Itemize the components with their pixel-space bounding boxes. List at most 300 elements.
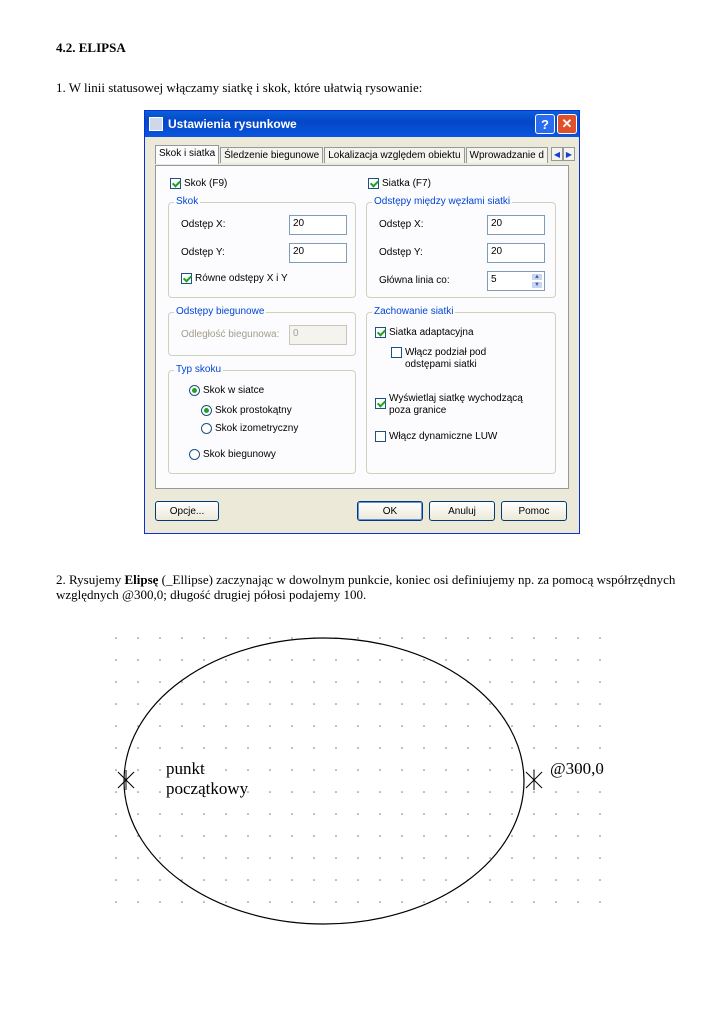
grid-dot bbox=[335, 703, 337, 705]
grid-dot bbox=[599, 637, 601, 639]
subdivide-label bbox=[405, 347, 486, 371]
checkbox-icon[interactable] bbox=[375, 327, 386, 338]
grid-dot bbox=[137, 879, 139, 881]
group-title: Skok bbox=[176, 196, 199, 207]
grid-on-checkbox[interactable] bbox=[368, 178, 431, 189]
grid-dot bbox=[379, 791, 381, 793]
grid-dot bbox=[445, 901, 447, 903]
grid-dot bbox=[291, 791, 293, 793]
grid-dot bbox=[599, 857, 601, 859]
grid-dot bbox=[379, 725, 381, 727]
rectangular-snap-label: Skok prostokątny bbox=[215, 405, 292, 417]
grid-dot bbox=[423, 637, 425, 639]
grid-dot bbox=[401, 857, 403, 859]
grid-dot bbox=[511, 901, 513, 903]
grid-dot bbox=[489, 813, 491, 815]
grid-dot bbox=[335, 659, 337, 661]
grid-dot bbox=[203, 659, 205, 661]
grid-dot bbox=[247, 857, 249, 859]
grid-dot bbox=[115, 703, 117, 705]
subdivide-label-line2: odstępami siatki bbox=[405, 359, 477, 370]
paragraph-2-before: 2. Rysujemy bbox=[56, 572, 125, 587]
snap-y-field[interactable]: 20 bbox=[289, 243, 347, 263]
grid-dot bbox=[247, 725, 249, 727]
grid-dot bbox=[269, 835, 271, 837]
grid-dot bbox=[599, 901, 601, 903]
checkbox-icon[interactable] bbox=[375, 398, 386, 409]
grid-dot bbox=[137, 703, 139, 705]
grid-dot bbox=[533, 637, 535, 639]
grid-dot bbox=[115, 835, 117, 837]
checkbox-icon[interactable] bbox=[181, 273, 192, 284]
equal-spacing-label: Równe odstępy X i Y bbox=[195, 273, 288, 285]
grid-dot bbox=[159, 813, 161, 815]
grid-dot bbox=[445, 659, 447, 661]
grid-dot bbox=[555, 857, 557, 859]
grid-dot bbox=[291, 813, 293, 815]
snap-on-label: Skok (F9) bbox=[184, 178, 228, 190]
grid-dot bbox=[599, 879, 601, 881]
grid-dot bbox=[401, 901, 403, 903]
grid-dot bbox=[599, 703, 601, 705]
dialog-titlebar bbox=[145, 111, 579, 137]
grid-dot bbox=[379, 637, 381, 639]
group-title: Zachowanie siatki bbox=[374, 306, 454, 317]
grid-dot bbox=[379, 681, 381, 683]
dynamic-ucs-checkbox[interactable] bbox=[375, 431, 497, 442]
radio-icon[interactable] bbox=[201, 405, 212, 416]
grid-dot bbox=[445, 725, 447, 727]
group-title: Odstępy między węzłami siatki bbox=[374, 196, 511, 207]
paragraph-1: 1. W linii statusowej włączamy siatkę i skok, które ułatwią rysowanie: bbox=[56, 80, 423, 95]
grid-dot bbox=[181, 857, 183, 859]
polar-snap-radio[interactable] bbox=[189, 449, 276, 460]
grid-dot bbox=[225, 813, 227, 815]
grid-dot bbox=[357, 835, 359, 837]
grid-dot bbox=[533, 703, 535, 705]
grid-dot bbox=[181, 835, 183, 837]
grid-dot bbox=[423, 835, 425, 837]
polar-snap-label: Skok biegunowy bbox=[203, 449, 276, 461]
grid-dot bbox=[313, 879, 315, 881]
grid-dot bbox=[533, 901, 535, 903]
snap-x-field[interactable]: 20 bbox=[289, 215, 347, 235]
grid-y-field[interactable]: 20 bbox=[487, 243, 545, 263]
grid-dot bbox=[599, 681, 601, 683]
grid-dot bbox=[445, 879, 447, 881]
grid-dot bbox=[467, 813, 469, 815]
grid-dot bbox=[533, 659, 535, 661]
grid-dot bbox=[291, 681, 293, 683]
grid-dot bbox=[489, 747, 491, 749]
grid-dot bbox=[445, 703, 447, 705]
start-label-line1: punkt bbox=[166, 759, 205, 778]
grid-dot bbox=[225, 835, 227, 837]
grid-dot bbox=[511, 725, 513, 727]
checkbox-icon[interactable] bbox=[368, 178, 379, 189]
grid-dot bbox=[511, 857, 513, 859]
grid-dot bbox=[467, 637, 469, 639]
grid-dot bbox=[467, 791, 469, 793]
grid-dot bbox=[291, 747, 293, 749]
grid-dot bbox=[445, 747, 447, 749]
grid-dot bbox=[335, 857, 337, 859]
grid-y-label: Odstęp Y: bbox=[379, 247, 423, 258]
grid-dot bbox=[269, 879, 271, 881]
grid-dot bbox=[313, 703, 315, 705]
grid-dot bbox=[555, 637, 557, 639]
grid-dot bbox=[159, 659, 161, 661]
spin-up-icon[interactable]: ▲ bbox=[531, 273, 543, 281]
grid-dot bbox=[225, 879, 227, 881]
grid-dot bbox=[401, 637, 403, 639]
grid-dot bbox=[115, 857, 117, 859]
grid-dot bbox=[247, 703, 249, 705]
grid-dot bbox=[291, 703, 293, 705]
major-line-value: 5 bbox=[491, 274, 497, 285]
grid-dot bbox=[577, 747, 579, 749]
grid-dot bbox=[269, 747, 271, 749]
grid-dot bbox=[401, 659, 403, 661]
grid-dot bbox=[269, 813, 271, 815]
grid-dot bbox=[577, 791, 579, 793]
grid-dot bbox=[555, 659, 557, 661]
grid-spacing-group bbox=[366, 196, 556, 298]
grid-dot bbox=[379, 769, 381, 771]
grid-dot bbox=[313, 681, 315, 683]
grid-dot bbox=[379, 813, 381, 815]
grid-dot bbox=[203, 703, 205, 705]
tab-polar-tracking[interactable]: Śledzenie biegunowe bbox=[220, 147, 323, 163]
grid-dot bbox=[401, 835, 403, 837]
grid-dot bbox=[445, 857, 447, 859]
grid-dot bbox=[445, 791, 447, 793]
grid-dot bbox=[555, 703, 557, 705]
grid-dot bbox=[115, 879, 117, 881]
grid-dot bbox=[247, 659, 249, 661]
adaptive-grid-checkbox[interactable] bbox=[375, 327, 474, 338]
options-button[interactable]: Opcje... bbox=[155, 501, 219, 521]
tab-snap-and-grid[interactable]: Skok i siatka bbox=[155, 145, 219, 164]
grid-dot bbox=[423, 901, 425, 903]
grid-dot bbox=[159, 681, 161, 683]
radio-icon[interactable] bbox=[189, 449, 200, 460]
grid-dot bbox=[115, 791, 117, 793]
grid-dot bbox=[577, 879, 579, 881]
grid-dot bbox=[159, 791, 161, 793]
grid-dot bbox=[467, 901, 469, 903]
grid-dot bbox=[379, 747, 381, 749]
snap-y-label: Odstęp Y: bbox=[181, 247, 225, 258]
grid-snap-radio[interactable] bbox=[189, 385, 264, 396]
grid-dot bbox=[159, 747, 161, 749]
grid-dot bbox=[115, 637, 117, 639]
grid-dot bbox=[313, 857, 315, 859]
grid-dot bbox=[269, 659, 271, 661]
grid-dot bbox=[489, 769, 491, 771]
subdivide-checkbox[interactable] bbox=[391, 347, 486, 371]
ok-button[interactable]: OK bbox=[357, 501, 423, 521]
grid-dot bbox=[269, 901, 271, 903]
grid-dot bbox=[335, 747, 337, 749]
scroll-right-icon[interactable]: ▶ bbox=[563, 147, 575, 161]
tab-scroll bbox=[551, 147, 575, 165]
grid-dot bbox=[247, 637, 249, 639]
grid-dot bbox=[313, 901, 315, 903]
scroll-left-icon[interactable]: ◀ bbox=[551, 147, 563, 161]
grid-dot bbox=[379, 879, 381, 881]
grid-dot bbox=[269, 769, 271, 771]
grid-dot bbox=[467, 725, 469, 727]
grid-dot bbox=[291, 879, 293, 881]
grid-dot bbox=[203, 747, 205, 749]
polar-spacing-group bbox=[168, 306, 356, 356]
paragraph-2-after: (_Ellipse) zaczynając w dowolnym punkcie, koniec osi definiujemy np. za pomocą współrzędnych względnych @300,0; długość drugiej półosi podajemy 100. bbox=[56, 572, 676, 602]
grid-dot bbox=[291, 659, 293, 661]
grid-dot bbox=[225, 637, 227, 639]
grid-dot bbox=[115, 659, 117, 661]
grid-dot bbox=[401, 681, 403, 683]
grid-dot bbox=[401, 813, 403, 815]
grid-dot bbox=[269, 681, 271, 683]
grid-dot bbox=[335, 879, 337, 881]
grid-dot bbox=[225, 681, 227, 683]
start-point-marker bbox=[118, 770, 134, 790]
grid-dot bbox=[357, 769, 359, 771]
grid-dot bbox=[401, 703, 403, 705]
grid-dot bbox=[115, 725, 117, 727]
isometric-snap-radio[interactable] bbox=[201, 423, 298, 434]
grid-dot bbox=[489, 681, 491, 683]
checkbox-icon[interactable] bbox=[375, 431, 386, 442]
beyond-label-line1: Wyświetlaj siatkę wychodzącą bbox=[389, 393, 523, 404]
isometric-snap-label: Skok izometryczny bbox=[215, 423, 299, 435]
grid-on-label: Siatka (F7) bbox=[382, 178, 431, 190]
grid-dot bbox=[313, 813, 315, 815]
grid-dot bbox=[489, 857, 491, 859]
snap-spacing-group bbox=[168, 196, 356, 298]
grid-dot bbox=[577, 681, 579, 683]
beyond-label-line2: poza granice bbox=[389, 405, 447, 416]
grid-dot bbox=[203, 813, 205, 815]
grid-dot bbox=[159, 725, 161, 727]
grid-dot bbox=[269, 791, 271, 793]
grid-dot bbox=[357, 857, 359, 859]
grid-dot bbox=[247, 681, 249, 683]
grid-dot bbox=[379, 835, 381, 837]
grid-dot bbox=[335, 901, 337, 903]
grid-dot bbox=[577, 725, 579, 727]
grid-dot bbox=[159, 769, 161, 771]
grid-dot bbox=[313, 769, 315, 771]
grid-dot bbox=[269, 637, 271, 639]
grid-dot bbox=[181, 747, 183, 749]
grid-dot bbox=[181, 901, 183, 903]
grid-dot bbox=[225, 857, 227, 859]
grid-dot bbox=[203, 725, 205, 727]
group-title: Typ skoku bbox=[176, 364, 222, 375]
dialog-title: Ustawienia rysunkowe bbox=[168, 117, 297, 131]
equal-spacing-checkbox[interactable] bbox=[181, 273, 288, 284]
grid-dot bbox=[555, 747, 557, 749]
grid-dot bbox=[511, 879, 513, 881]
grid-dot bbox=[181, 703, 183, 705]
grid-dot bbox=[137, 637, 139, 639]
grid-dot bbox=[555, 791, 557, 793]
end-point-marker bbox=[526, 770, 542, 790]
grid-dot bbox=[533, 857, 535, 859]
grid-dot bbox=[203, 901, 205, 903]
grid-dot bbox=[269, 703, 271, 705]
cancel-button[interactable]: Anuluj bbox=[429, 501, 495, 521]
grid-dot bbox=[577, 857, 579, 859]
grid-dot bbox=[291, 901, 293, 903]
spin-down-icon[interactable]: ▼ bbox=[531, 281, 543, 289]
major-line-stepper[interactable] bbox=[487, 271, 545, 291]
grid-dot bbox=[247, 769, 249, 771]
grid-dot bbox=[357, 681, 359, 683]
grid-dot bbox=[247, 835, 249, 837]
grid-dot bbox=[335, 813, 337, 815]
grid-dot bbox=[577, 637, 579, 639]
grid-dot bbox=[291, 725, 293, 727]
grid-dot bbox=[357, 791, 359, 793]
grid-dot bbox=[423, 813, 425, 815]
grid-dot bbox=[489, 791, 491, 793]
checkbox-icon[interactable] bbox=[170, 178, 181, 189]
grid-dot bbox=[291, 769, 293, 771]
grid-dot bbox=[203, 835, 205, 837]
display-beyond-limits-checkbox[interactable] bbox=[375, 393, 523, 417]
start-label-line2: początkowy bbox=[166, 779, 249, 798]
grid-dot bbox=[247, 813, 249, 815]
grid-dot bbox=[577, 813, 579, 815]
grid-dot bbox=[423, 703, 425, 705]
grid-dot bbox=[599, 813, 601, 815]
grid-dot bbox=[115, 769, 117, 771]
grid-dot bbox=[577, 659, 579, 661]
grid-dot bbox=[467, 659, 469, 661]
tab-strip bbox=[155, 147, 575, 165]
grid-dot bbox=[533, 747, 535, 749]
grid-dot bbox=[489, 637, 491, 639]
adaptive-grid-label: Siatka adaptacyjna bbox=[389, 327, 474, 339]
grid-dot bbox=[511, 747, 513, 749]
grid-dot bbox=[555, 681, 557, 683]
paragraph-2 bbox=[56, 572, 676, 602]
grid-dot bbox=[335, 791, 337, 793]
grid-dot bbox=[467, 769, 469, 771]
grid-dot bbox=[467, 747, 469, 749]
grid-dot bbox=[225, 747, 227, 749]
display-beyond-label bbox=[389, 393, 523, 417]
grid-dot bbox=[511, 659, 513, 661]
grid-dot bbox=[313, 747, 315, 749]
grid-dot bbox=[137, 769, 139, 771]
grid-dot bbox=[203, 879, 205, 881]
grid-dot bbox=[489, 725, 491, 727]
grid-dot bbox=[533, 791, 535, 793]
grid-dot bbox=[335, 769, 337, 771]
grid-dot bbox=[555, 901, 557, 903]
help-icon[interactable]: ? bbox=[535, 114, 555, 134]
grid-dot bbox=[203, 681, 205, 683]
grid-dot bbox=[489, 879, 491, 881]
tab-object-snap[interactable]: Lokalizacja względem obiektu bbox=[324, 147, 464, 163]
grid-dot bbox=[357, 637, 359, 639]
grid-dot bbox=[225, 725, 227, 727]
grid-dot bbox=[467, 857, 469, 859]
grid-dot bbox=[401, 747, 403, 749]
grid-dot bbox=[511, 813, 513, 815]
grid-dot bbox=[445, 813, 447, 815]
grid-dot bbox=[401, 769, 403, 771]
grid-dot bbox=[423, 725, 425, 727]
grid-dot bbox=[489, 901, 491, 903]
grid-dot bbox=[577, 901, 579, 903]
checkbox-icon[interactable] bbox=[391, 347, 402, 358]
grid-dot bbox=[423, 857, 425, 859]
grid-dot bbox=[159, 857, 161, 859]
grid-dot bbox=[599, 791, 601, 793]
grid-dot bbox=[159, 637, 161, 639]
grid-dot bbox=[357, 813, 359, 815]
grid-dot bbox=[225, 901, 227, 903]
grid-dot bbox=[357, 703, 359, 705]
grid-dot bbox=[511, 681, 513, 683]
grid-dot bbox=[137, 791, 139, 793]
radio-icon[interactable] bbox=[201, 423, 212, 434]
polar-distance-label: Odległość biegunowa: bbox=[181, 329, 280, 340]
grid-dot bbox=[115, 901, 117, 903]
help-button[interactable]: Pomoc bbox=[501, 501, 567, 521]
grid-dot bbox=[533, 813, 535, 815]
grid-dot bbox=[357, 747, 359, 749]
grid-dot bbox=[291, 857, 293, 859]
grid-dot bbox=[203, 637, 205, 639]
grid-dot bbox=[203, 857, 205, 859]
snap-on-checkbox[interactable] bbox=[170, 178, 227, 189]
grid-dot bbox=[445, 835, 447, 837]
close-icon[interactable]: ✕ bbox=[557, 114, 577, 134]
rectangular-snap-radio[interactable] bbox=[201, 405, 292, 416]
grid-dot bbox=[423, 769, 425, 771]
grid-dot bbox=[379, 659, 381, 661]
tab-dynamic-input[interactable]: Wprowadzanie d bbox=[466, 147, 548, 163]
radio-icon[interactable] bbox=[189, 385, 200, 396]
grid-dot bbox=[511, 637, 513, 639]
grid-dot bbox=[137, 747, 139, 749]
grid-dot bbox=[269, 857, 271, 859]
grid-dot bbox=[555, 813, 557, 815]
grid-dot bbox=[181, 659, 183, 661]
grid-dot bbox=[137, 813, 139, 815]
subdivide-label-line1: Włącz podział pod bbox=[405, 347, 487, 358]
grid-dot bbox=[115, 747, 117, 749]
grid-dot bbox=[357, 879, 359, 881]
grid-dot bbox=[599, 835, 601, 837]
grid-dot bbox=[269, 725, 271, 727]
grid-dot bbox=[511, 791, 513, 793]
tab-panel bbox=[155, 165, 569, 489]
grid-dot bbox=[423, 879, 425, 881]
grid-dot bbox=[159, 703, 161, 705]
grid-x-field[interactable]: 20 bbox=[487, 215, 545, 235]
grid-dot bbox=[599, 659, 601, 661]
grid-dot bbox=[335, 681, 337, 683]
grid-dot bbox=[577, 703, 579, 705]
grid-dot bbox=[467, 835, 469, 837]
